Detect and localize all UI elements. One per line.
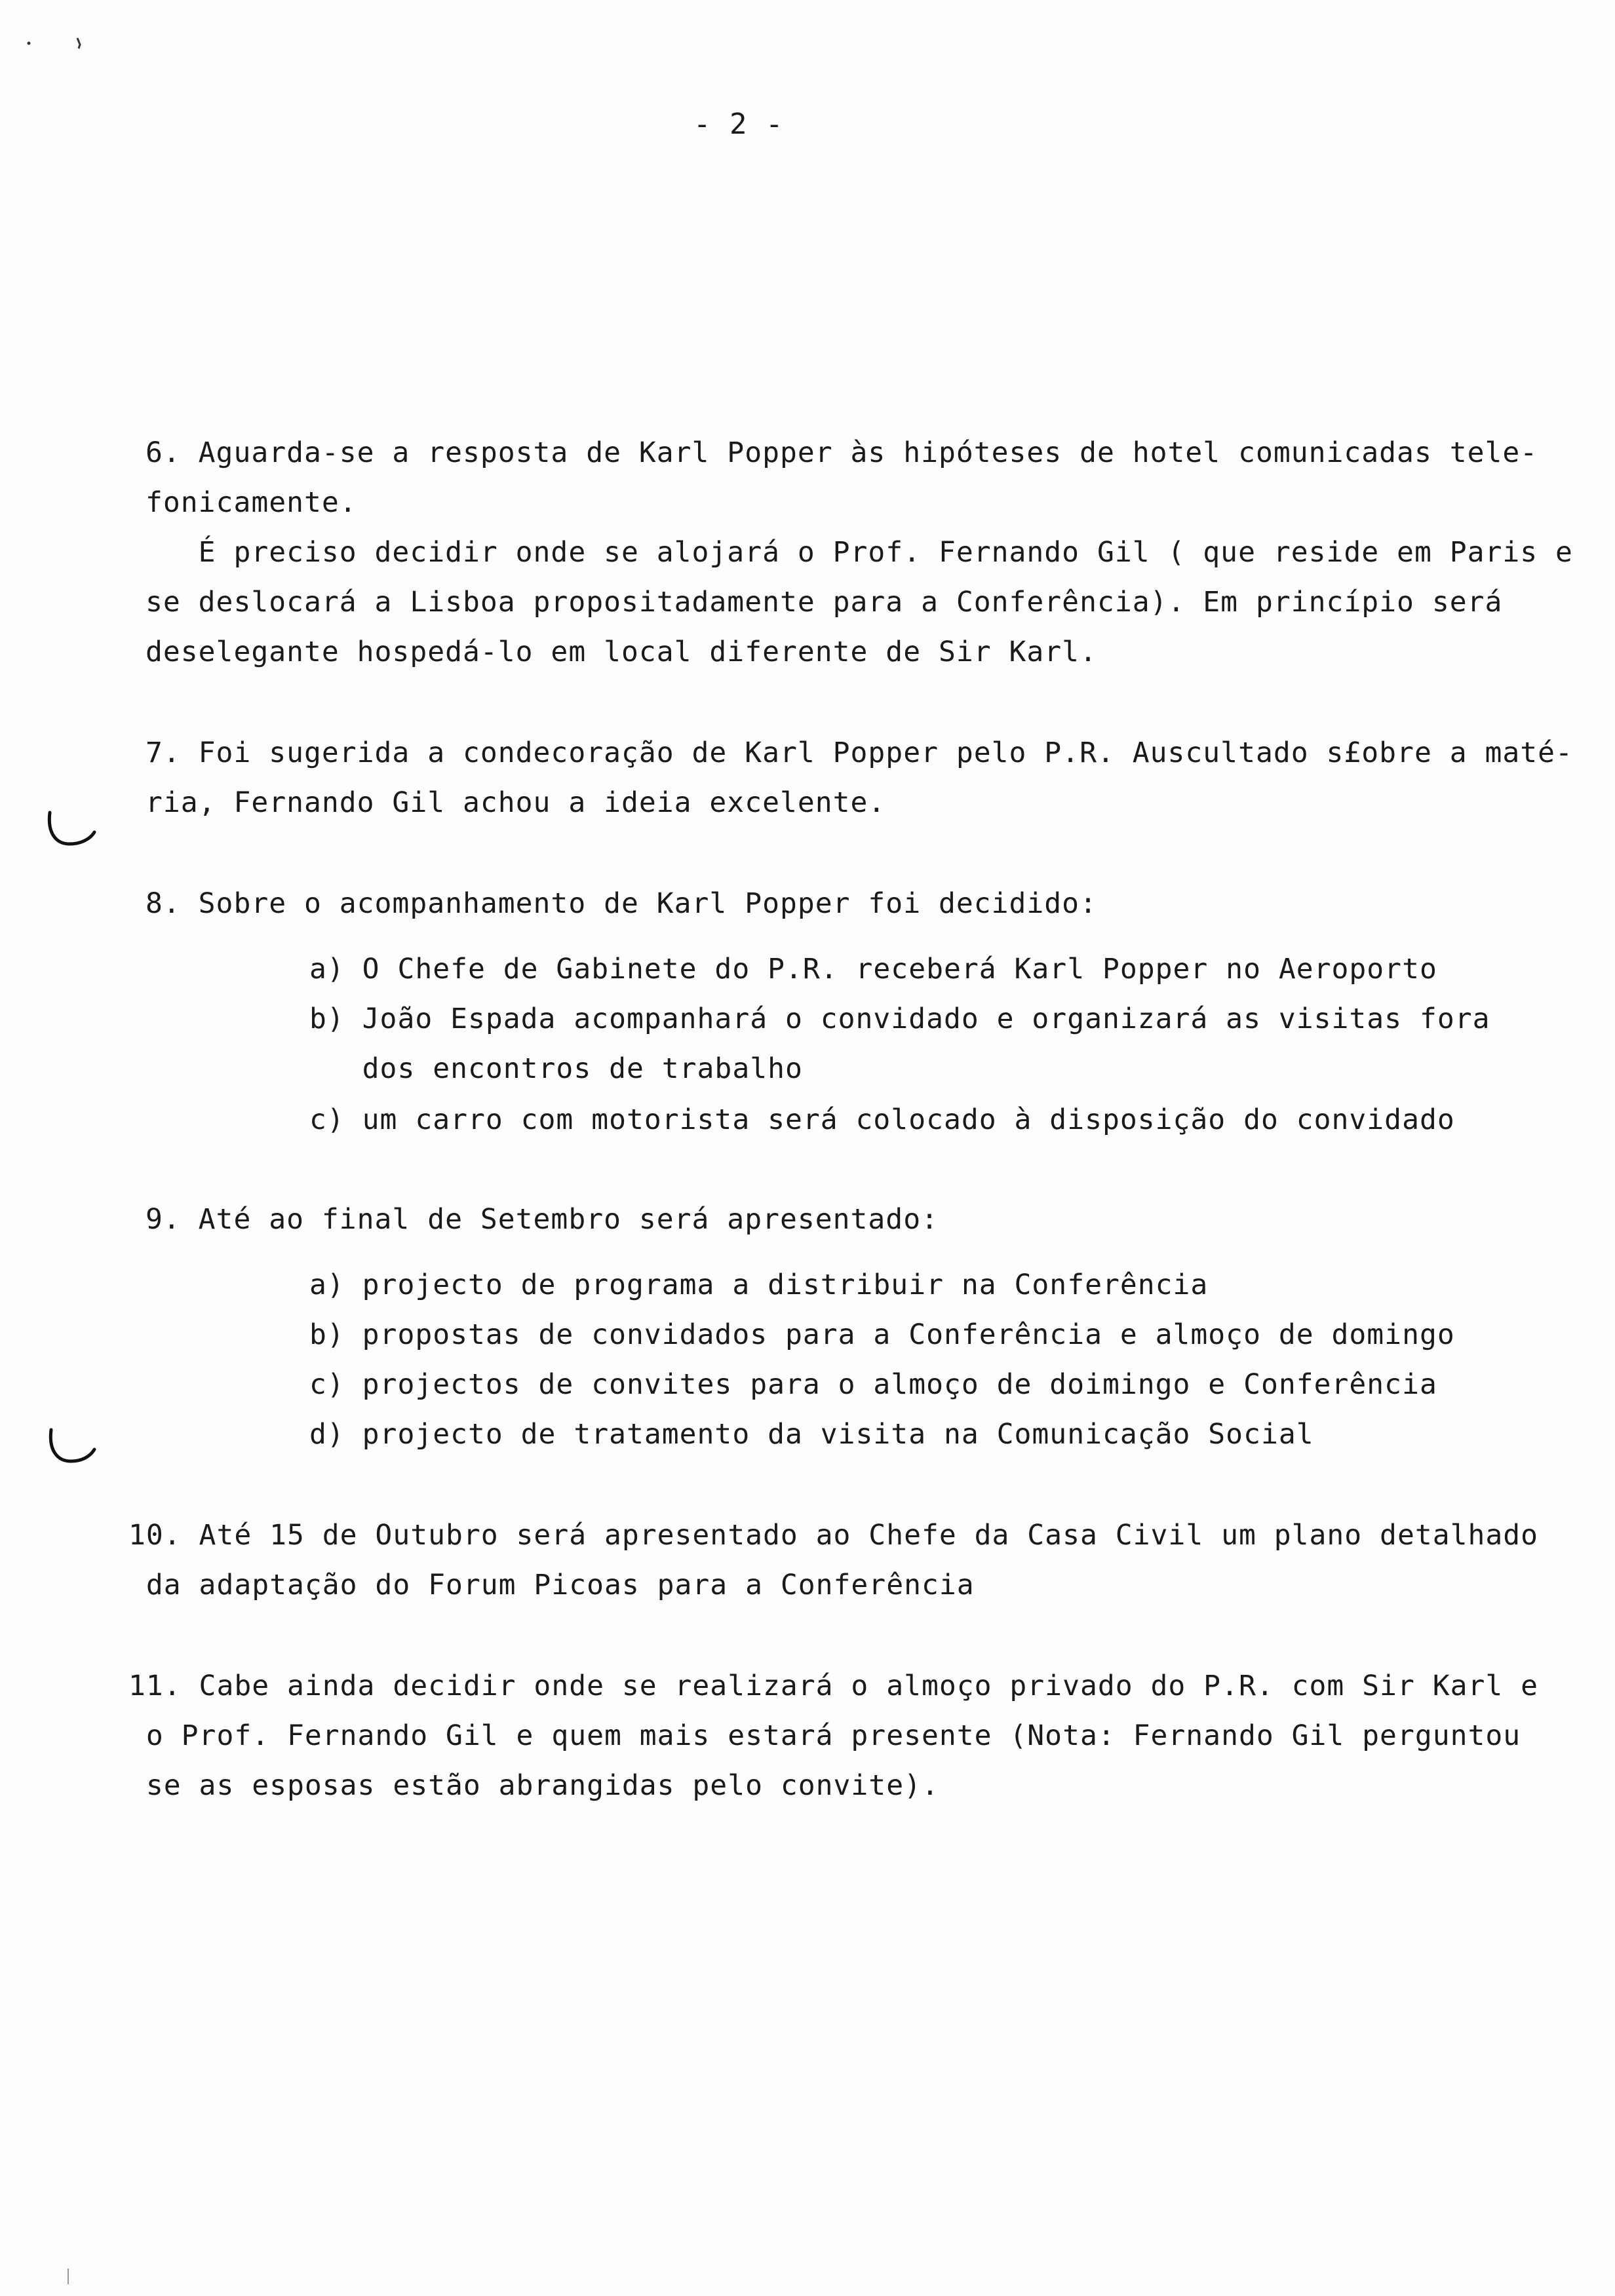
item-8-sub-b-cont: dos encontros de trabalho <box>309 1052 803 1085</box>
item-8-sub-c: c) um carro com motorista será colocado à disposição do convidado <box>309 1103 1455 1136</box>
item-6-line-2: fonicamente. <box>146 486 357 519</box>
item-7-line-1: 7. Foi sugerida a condecoração de Karl Popper pelo P.R. Auscultado s£obre a maté- <box>146 737 1573 769</box>
handwritten-check-mark <box>43 807 98 853</box>
item-11-line-3: se as esposas estão abrangidas pelo convite). <box>128 1769 939 1802</box>
item-9-sub-c: c) projectos de convites para o almoço de doimingo e Conferência <box>309 1368 1437 1401</box>
item-8-intro: 8. Sobre o acompanhamento de Karl Popper foi decidido: <box>146 887 1097 920</box>
item-6-line-4: se deslocará a Lisboa propositadamente para a Conferência). Em princípio será <box>146 586 1503 619</box>
item-11-line-2: o Prof. Fernando Gil e quem mais estará presente (Nota: Fernando Gil perguntou <box>128 1719 1521 1752</box>
item-11-line-1: 11. Cabe ainda decidir onde se realizará o almoço privado do P.R. com Sir Karl e <box>128 1670 1539 1702</box>
handwritten-check-mark-2 <box>43 1426 98 1472</box>
item-9-intro: 9. Até ao final de Setembro será apresentado: <box>146 1203 939 1236</box>
item-9-sub-a: a) projecto de programa a distribuir na Conferência <box>309 1269 1209 1301</box>
item-8-sub-b: b) João Espada acompanhará o convidado e organizará as visitas fora <box>309 1003 1490 1035</box>
item-10-line-2: da adaptação do Forum Picoas para a Conferência <box>128 1569 975 1601</box>
item-8-sub-a: a) O Chefe de Gabinete do P.R. receberá Karl Popper no Aeroporto <box>309 953 1437 985</box>
item-9-sub-d: d) projecto de tratamento da visita na Comunicação Social <box>309 1418 1314 1451</box>
item-6-line-3: É preciso decidir onde se alojará o Prof. Fernando Gil ( que reside em Paris e <box>146 536 1573 569</box>
item-6-line-5: deselegante hospedá-lo em local diferente de Sir Karl. <box>146 636 1097 668</box>
corner-speck-mark <box>20 31 85 58</box>
item-7-line-2: ria, Fernando Gil achou a ideia excelente. <box>146 786 886 819</box>
item-6-line-1: 6. Aguarda-se a resposta de Karl Popper às hipóteses de hotel comunicadas tele- <box>146 436 1538 469</box>
scan-speck-mark <box>66 2267 72 2287</box>
item-9-sub-b: b) propostas de convidados para a Conferência e almoço de domingo <box>309 1318 1455 1351</box>
page-number: - 2 - <box>693 107 784 141</box>
item-10-line-1: 10. Até 15 de Outubro será apresentado ao Chefe da Casa Civil um plano detalhado <box>128 1519 1539 1552</box>
